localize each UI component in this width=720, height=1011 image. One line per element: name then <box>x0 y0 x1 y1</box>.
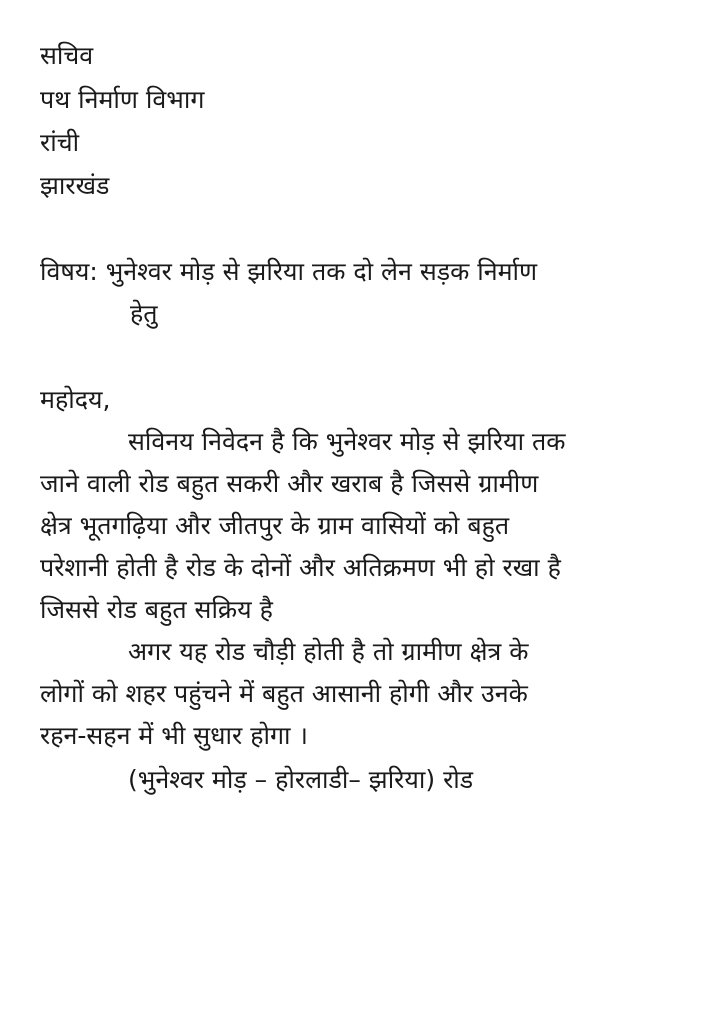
subject-line-continued: हेतु <box>130 299 158 328</box>
body-paragraph-2-line-3: रहन-सहन में भी सुधार होगा । <box>40 721 308 750</box>
address-line-city: रांची <box>40 128 80 157</box>
body-paragraph-1-line-1: सविनय निवेदन है कि भुनेश्वर मोड़ से झरिया तक <box>128 427 566 456</box>
body-paragraph-3-line-1: (भुनेश्वर मोड़ – होरलाडी– झरिया) रोड <box>128 765 474 794</box>
body-paragraph-2-line-2: लोगों को शहर पहुंचने में बहुत आसानी होगी और उनके <box>40 679 528 708</box>
body-paragraph-2-line-1: अगर यह रोड चौड़ी होती है तो ग्रामीण क्षेत्र के <box>128 637 529 666</box>
address-line-state: झारखंड <box>40 171 110 200</box>
subject-line: विषय: भुनेश्वर मोड़ से झरिया तक दो लेन सड़क निर्माण <box>40 257 538 286</box>
body-paragraph-1-line-4: परेशानी होती है रोड के दोनों और अतिक्रमण भी हो रखा है <box>40 553 561 582</box>
salutation: महोदय, <box>40 385 111 414</box>
body-paragraph-1-line-2: जाने वाली रोड बहुत सकरी और खराब है जिससे ग्रामीण <box>40 469 539 498</box>
body-paragraph-1-line-3: क्षेत्र भूतगढ़िया और जीतपुर के ग्राम वासियों को बहुत <box>40 511 510 540</box>
address-line-department: पथ निर्माण विभाग <box>40 85 205 114</box>
body-paragraph-1-line-5: जिससे रोड बहुत सक्रिय है <box>40 595 273 624</box>
address-line-designation: सचिव <box>40 41 94 70</box>
